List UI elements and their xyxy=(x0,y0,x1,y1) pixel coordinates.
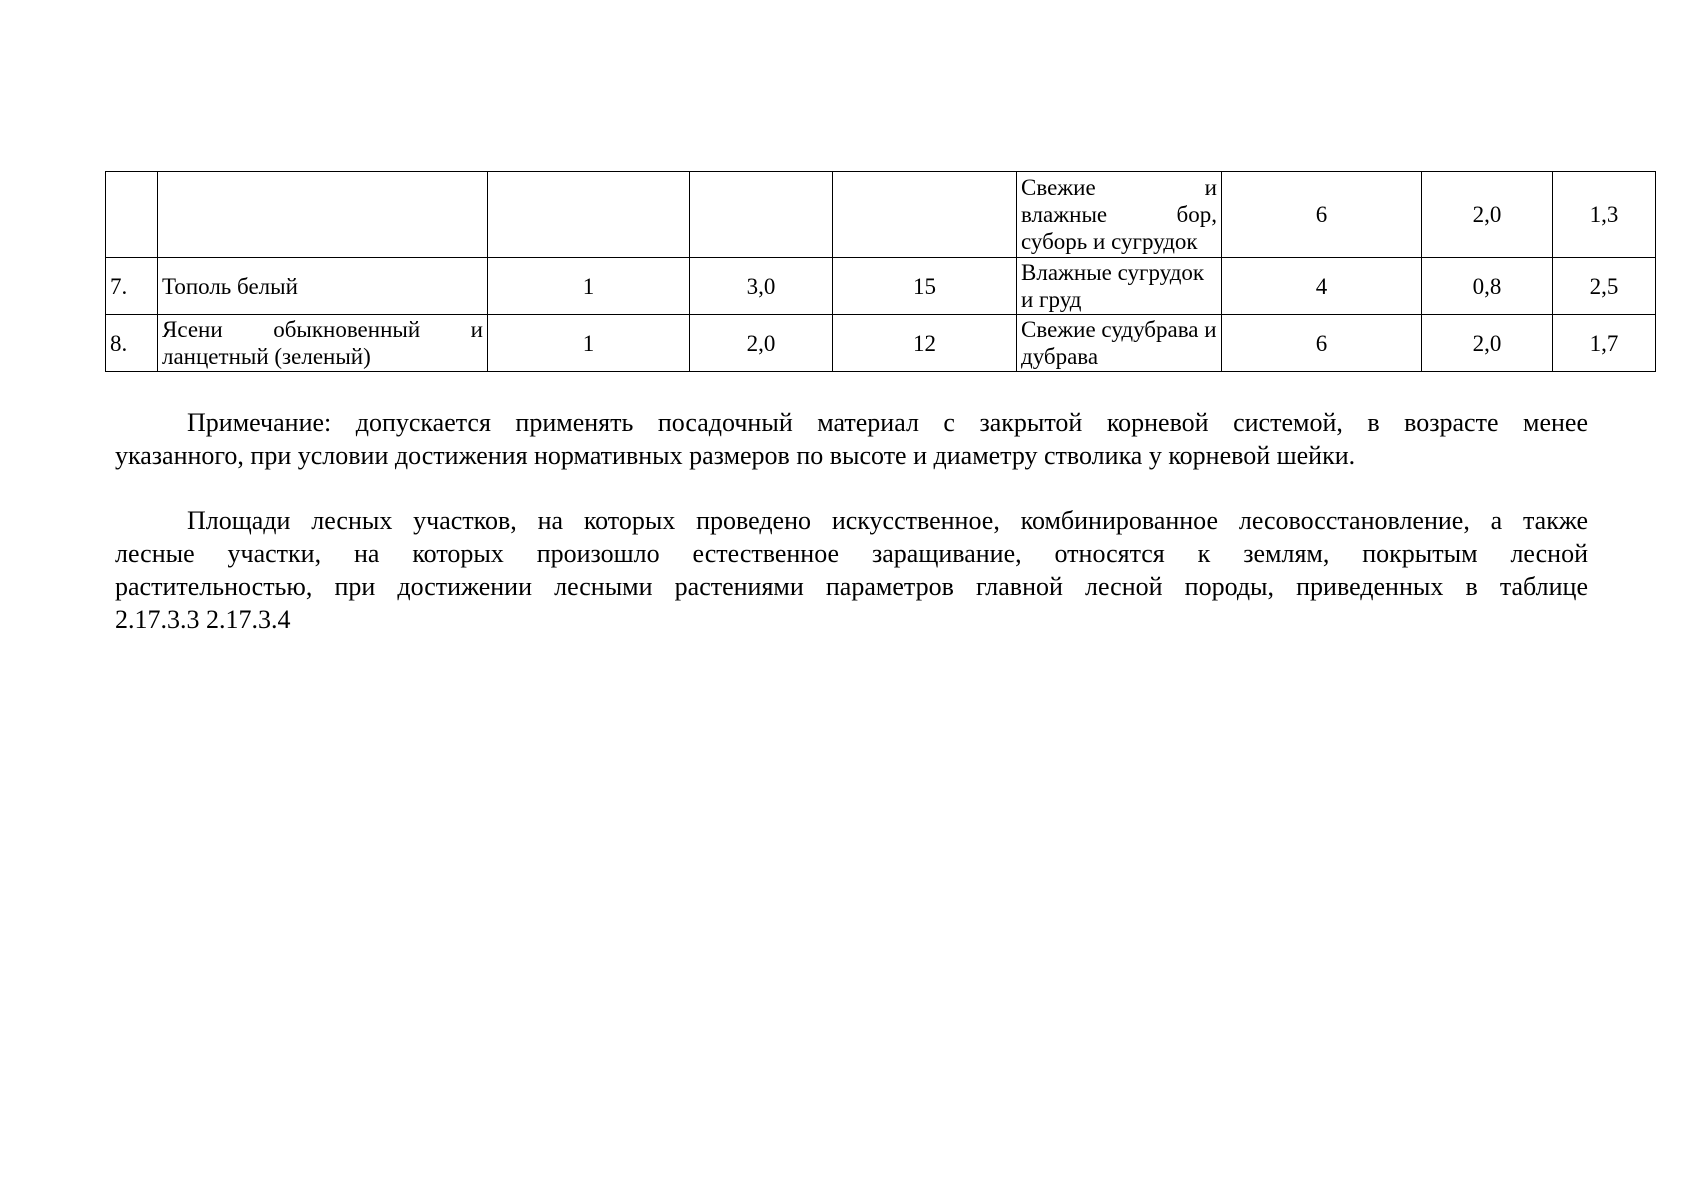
conditions-cell xyxy=(1017,172,1222,258)
value-cell: 1 xyxy=(488,258,690,315)
conditions-line: и дубрава xyxy=(1021,317,1217,369)
value-cell xyxy=(690,172,833,258)
table-row xyxy=(106,315,1656,372)
species-line: ланцетный (зеленый) xyxy=(162,344,371,369)
value-cell: 1 xyxy=(488,315,690,372)
value-cell: 1,7 xyxy=(1553,315,1656,372)
value-cell: 15 xyxy=(833,258,1017,315)
conditions-line: Влажные xyxy=(1021,260,1112,285)
conditions-cell xyxy=(1017,258,1222,315)
row-number-cell: 8. xyxy=(106,315,158,372)
value-cell: 12 xyxy=(833,315,1017,372)
value-cell: 2,5 xyxy=(1553,258,1656,315)
species-line: Тополь белый xyxy=(162,273,298,299)
value-cell: 3,0 xyxy=(690,258,833,315)
species-cell xyxy=(158,258,488,315)
table-row xyxy=(106,172,1656,258)
value-cell: 0,8 xyxy=(1422,258,1553,315)
paragraph-line: Площади лесных участков, на которых проведено искусственное, комбинированное лесовосстановление, а также xyxy=(187,506,1588,535)
row-number-cell xyxy=(106,172,158,258)
value-cell: 2,0 xyxy=(690,315,833,372)
value-cell: 6 xyxy=(1222,172,1422,258)
conditions-line: сугрудок и груд xyxy=(1021,260,1205,312)
value-cell xyxy=(488,172,690,258)
value-cell: 1,3 xyxy=(1553,172,1656,258)
species-table xyxy=(105,171,1656,372)
value-cell: 2,0 xyxy=(1422,315,1553,372)
value-cell: 6 xyxy=(1222,315,1422,372)
value-cell: 2,0 xyxy=(1422,172,1553,258)
species-cell xyxy=(158,315,488,372)
paragraph-line: 2.17.3.3 2.17.3.4 xyxy=(115,605,291,634)
row-number-cell: 7. xyxy=(106,258,158,315)
value-cell xyxy=(833,172,1017,258)
note-paragraph xyxy=(115,406,1588,472)
paragraph-line: лесные участки, на которых произошло естественное заращивание, относятся к землям, покрытым лесной xyxy=(115,539,1588,568)
conditions-line: Свежие и xyxy=(1021,175,1217,200)
note-line: указанного, при условии достижения нормативных размеров по высоте и диаметру стволика у корневой шейки. xyxy=(115,441,1356,470)
conditions-line: суборь и сугрудок xyxy=(1021,229,1198,254)
paragraph-line: растительностью, при достижении лесными растениями параметров главной лесной породы, приведенных в таблице xyxy=(115,572,1588,601)
conditions-cell xyxy=(1017,315,1222,372)
species-cell xyxy=(158,172,488,258)
species-line: Ясени обыкновенный и xyxy=(162,317,483,342)
conditions-line: влажные бор, xyxy=(1021,202,1217,227)
note-line: Примечание: допускается применять посадочный материал с закрытой корневой системой, в возрасте менее xyxy=(187,408,1588,437)
value-cell: 4 xyxy=(1222,258,1422,315)
conditions-line: Свежие судубрава xyxy=(1021,317,1199,342)
table-row xyxy=(106,258,1656,315)
body-paragraph xyxy=(115,504,1588,636)
